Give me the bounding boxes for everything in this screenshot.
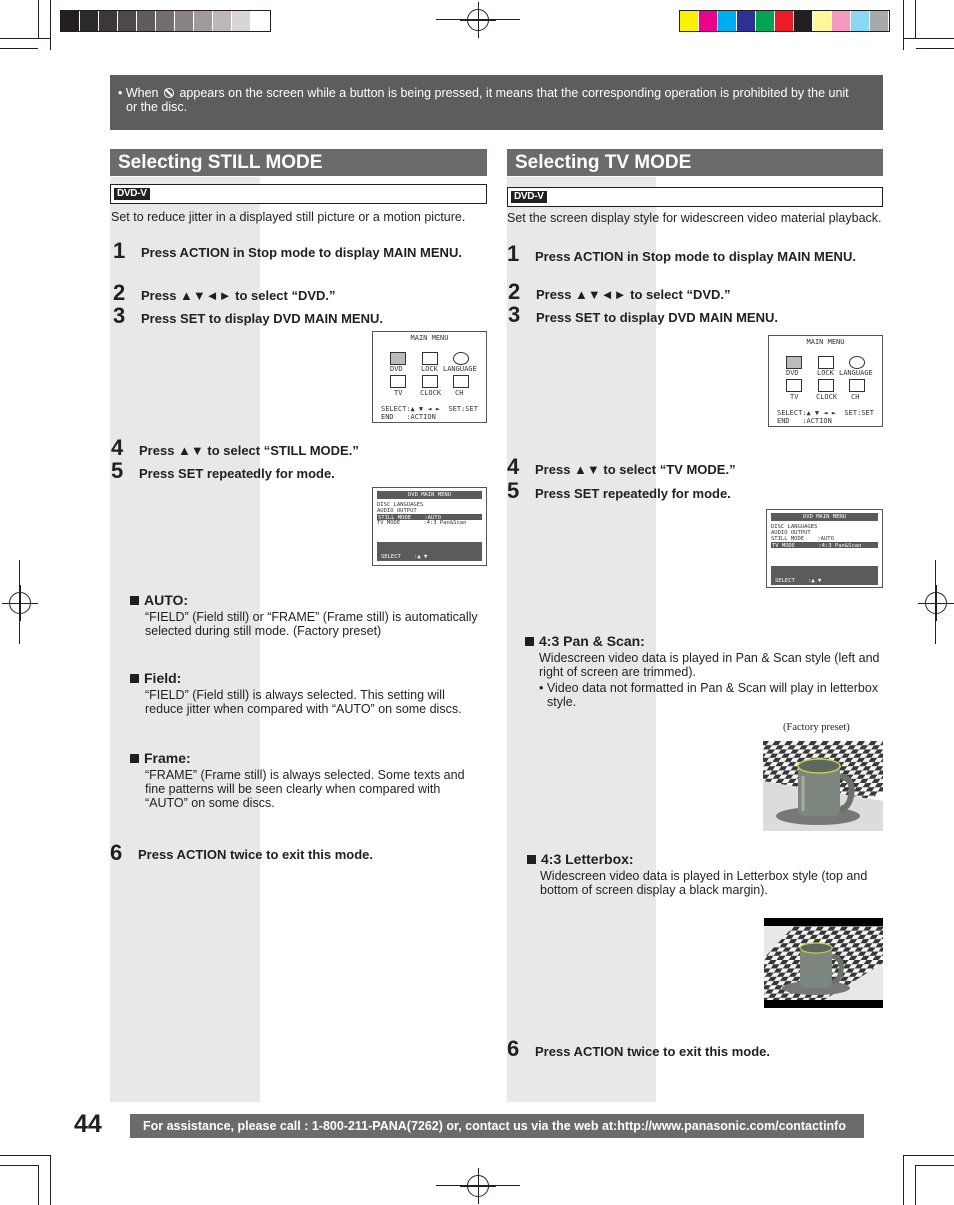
crop-mark bbox=[916, 1165, 954, 1166]
color-swatch bbox=[213, 11, 232, 31]
step-number: 1 bbox=[113, 238, 126, 263]
step-number: 6 bbox=[507, 1036, 520, 1061]
left-disc-type-box bbox=[110, 184, 487, 204]
step-text: Press ACTION in Stop mode to display MAIN MENU. bbox=[535, 249, 856, 264]
crop-mark bbox=[436, 19, 520, 20]
menu-footer: END :ACTION bbox=[381, 413, 436, 421]
crop-mark bbox=[904, 1155, 954, 1156]
main-menu-title: MAIN MENU bbox=[410, 334, 449, 342]
option-body: Widescreen video data is played in Pan & Scan style (left and right of screen are trimmed). bbox=[539, 651, 880, 679]
note-text: appears on the screen while a button is being pressed, it means that the corresponding operation is prohibited by the unit bbox=[179, 86, 849, 100]
menu-label: TV bbox=[394, 389, 403, 397]
option-body: “FIELD” (Field still) or “FRAME” (Frame still) is automatically selected during still mode. (Factory preset) bbox=[145, 610, 478, 638]
step-text: Press ▲▼◄► to select “DVD.” bbox=[141, 288, 336, 303]
step-text: Press ACTION twice to exit this mode. bbox=[138, 847, 374, 862]
option-body: “FRAME” (Frame still) is always selected. Some texts and fine patterns will be seen clearly when compared with “AUTO” on some discs. bbox=[145, 768, 465, 810]
crop-mark bbox=[50, 0, 51, 50]
dvd-v-badge: DVD-V bbox=[114, 188, 150, 200]
right-section-title: Selecting TV MODE bbox=[507, 149, 883, 176]
color-swatch bbox=[813, 11, 832, 31]
square-bullet-icon bbox=[130, 754, 139, 763]
step-text: Press SET to display DVD MAIN MENU. bbox=[536, 310, 778, 325]
menu-label: LANGUAGE bbox=[443, 365, 477, 373]
left-section-title: Selecting STILL MODE bbox=[110, 149, 487, 176]
menu-footer: END :ACTION bbox=[777, 417, 832, 425]
menu-label: CH bbox=[851, 393, 860, 401]
option-heading bbox=[525, 633, 645, 649]
registration-mark bbox=[9, 592, 31, 614]
step-number: 5 bbox=[507, 478, 520, 503]
square-bullet-icon bbox=[130, 674, 139, 683]
crop-mark bbox=[0, 1155, 50, 1156]
channel-icon bbox=[453, 375, 469, 388]
dvd-menu-title: DVD MAIN MENU bbox=[377, 491, 482, 499]
step-number: 4 bbox=[111, 435, 124, 460]
step-number: 3 bbox=[113, 303, 126, 328]
dvd-menu-footer-line: SET :SET bbox=[775, 596, 822, 602]
color-swatch bbox=[718, 11, 737, 31]
prohibited-icon bbox=[164, 88, 174, 98]
dvd-menu-row: STILL MODE :AUTO bbox=[771, 536, 834, 542]
dvd-menu-row-selected: TV MODE :4:3 Pan&Scan bbox=[771, 542, 878, 548]
step-text: Press ▲▼ to select “TV MODE.” bbox=[535, 462, 736, 477]
crop-mark bbox=[904, 38, 954, 39]
option-title: 4:3 Letterbox: bbox=[541, 851, 634, 867]
step-text: Press ACTION twice to exit this mode. bbox=[535, 1044, 771, 1059]
dvd-main-menu-screen bbox=[372, 487, 487, 596]
color-swatch bbox=[99, 11, 118, 31]
dvd-menu-footer bbox=[771, 566, 878, 620]
step-text: Press SET repeatedly for mode. bbox=[139, 466, 335, 481]
step-number: 3 bbox=[508, 302, 521, 327]
color-swatch bbox=[699, 11, 718, 31]
step-number: 5 bbox=[111, 458, 124, 483]
language-icon bbox=[849, 356, 865, 369]
menu-label: DVD bbox=[786, 369, 799, 377]
assistance-bar: For assistance, please call : 1-800-211-PANA(7262) or, contact us via the web at:http://www.panasonic.com/contactinfo bbox=[130, 1114, 864, 1138]
step-text: Press ACTION in Stop mode to display MAIN MENU. bbox=[141, 245, 462, 260]
step-number: 4 bbox=[507, 454, 520, 479]
crop-mark bbox=[0, 38, 50, 39]
menu-footer: SELECT:▲ ▼ ◄ ► SET:SET bbox=[381, 405, 478, 413]
dvd-main-menu-screen bbox=[766, 509, 883, 620]
option-title: Frame: bbox=[144, 750, 191, 766]
crop-mark bbox=[38, 0, 39, 38]
color-bar bbox=[679, 10, 890, 32]
menu-label: CH bbox=[455, 389, 464, 397]
page-number: 44 bbox=[74, 1110, 102, 1138]
dvd-menu-row: DISC LANGUAGES bbox=[377, 502, 424, 508]
menu-label: CLOCK bbox=[420, 389, 442, 397]
color-swatch bbox=[80, 11, 99, 31]
menu-label: TV bbox=[790, 393, 799, 401]
menu-label: LANGUAGE bbox=[839, 369, 873, 377]
prohibited-note bbox=[110, 75, 883, 130]
menu-label: LOCK bbox=[817, 369, 834, 377]
dvd-v-badge: DVD-V bbox=[511, 191, 547, 203]
option-heading bbox=[527, 851, 634, 867]
menu-label: LOCK bbox=[421, 365, 438, 373]
crop-mark bbox=[915, 1165, 916, 1205]
crop-mark bbox=[915, 0, 916, 38]
square-bullet-icon bbox=[527, 855, 536, 864]
color-swatch bbox=[870, 11, 889, 31]
lock-icon bbox=[422, 352, 438, 365]
dvd-menu-footer-line: SELECT :▲ ▼ bbox=[775, 578, 822, 584]
crop-mark bbox=[50, 1155, 51, 1205]
option-heading bbox=[130, 670, 181, 686]
color-swatch bbox=[737, 11, 756, 31]
dvd-menu-row: TV MODE :4:3 Pan&Scan bbox=[377, 520, 467, 526]
gray-color-bar bbox=[60, 10, 271, 32]
dvd-menu-row: AUDIO OUTPUT bbox=[377, 508, 417, 514]
crop-mark bbox=[19, 560, 20, 644]
factory-preset-label: (Factory preset) bbox=[783, 722, 850, 733]
color-swatch bbox=[756, 11, 775, 31]
tv-icon bbox=[786, 379, 802, 392]
option-heading bbox=[130, 592, 188, 608]
step-number: 1 bbox=[507, 241, 520, 266]
clock-icon bbox=[422, 375, 438, 388]
square-bullet-icon bbox=[525, 637, 534, 646]
tv-icon bbox=[390, 375, 406, 388]
dvd-menu-row: DISC LANGUAGES bbox=[771, 524, 818, 530]
main-menu-screen bbox=[768, 335, 883, 427]
dvd-icon bbox=[390, 352, 406, 365]
dvd-menu-row: AUDIO OUTPUT bbox=[771, 530, 811, 536]
crop-mark bbox=[903, 1155, 904, 1205]
step-text: Press ▲▼◄► to select “DVD.” bbox=[536, 287, 731, 302]
color-swatch bbox=[232, 11, 251, 31]
color-swatch bbox=[680, 11, 699, 31]
color-swatch bbox=[137, 11, 156, 31]
option-heading bbox=[130, 750, 191, 766]
menu-footer: SELECT:▲ ▼ ◄ ► SET:SET bbox=[777, 409, 874, 417]
crop-mark bbox=[916, 48, 954, 49]
note-text-start: • When bbox=[118, 86, 159, 100]
step-number: 2 bbox=[113, 280, 126, 305]
color-swatch bbox=[794, 11, 813, 31]
dvd-menu-footer-line: SET :SET bbox=[381, 572, 428, 578]
dvd-menu-footer-line: END :ACTION bbox=[381, 590, 438, 596]
mug-illustration bbox=[764, 918, 883, 1008]
step-text: Press SET repeatedly for mode. bbox=[535, 486, 731, 501]
right-intro: Set the screen display style for widescreen video material playback. bbox=[507, 211, 882, 225]
dvd-icon bbox=[786, 356, 802, 369]
step-text: Press ▲▼ to select “STILL MODE.” bbox=[139, 443, 359, 458]
mug-illustration bbox=[763, 741, 883, 831]
dvd-menu-title: DVD MAIN MENU bbox=[771, 513, 878, 521]
crop-mark bbox=[38, 1165, 39, 1205]
option-title: 4:3 Pan & Scan: bbox=[539, 633, 645, 649]
menu-label: DVD bbox=[390, 365, 403, 373]
note-text-line2: or the disc. bbox=[126, 100, 188, 114]
crop-mark bbox=[436, 1185, 520, 1186]
crop-mark bbox=[903, 0, 904, 50]
crop-mark bbox=[935, 560, 936, 644]
left-intro: Set to reduce jitter in a displayed still picture or a motion picture. bbox=[111, 210, 466, 224]
letterbox-mug-image bbox=[764, 918, 883, 1008]
crop-mark bbox=[0, 1165, 38, 1166]
color-swatch bbox=[775, 11, 794, 31]
color-swatch bbox=[61, 11, 80, 31]
clock-icon bbox=[818, 379, 834, 392]
step-number: 6 bbox=[110, 840, 123, 865]
square-bullet-icon bbox=[130, 596, 139, 605]
option-title: Field: bbox=[144, 670, 182, 686]
color-swatch bbox=[194, 11, 213, 31]
dvd-menu-footer-line: SELECT :▲ ▼ bbox=[381, 554, 428, 560]
channel-icon bbox=[849, 379, 865, 392]
color-swatch bbox=[851, 11, 870, 31]
option-title: AUTO: bbox=[144, 592, 189, 608]
registration-mark bbox=[467, 9, 489, 31]
main-menu-title: MAIN MENU bbox=[806, 338, 845, 346]
color-swatch bbox=[118, 11, 137, 31]
step-number: 2 bbox=[508, 279, 521, 304]
language-icon bbox=[453, 352, 469, 365]
color-swatch bbox=[251, 11, 270, 31]
color-swatch bbox=[832, 11, 851, 31]
dvd-menu-row-selected: STILL MODE :AUTO bbox=[377, 514, 482, 520]
registration-mark bbox=[925, 592, 947, 614]
option-bullet: • Video data not formatted in Pan & Scan will play in letterbox style. bbox=[539, 681, 879, 709]
main-menu-screen bbox=[372, 331, 487, 423]
menu-label: CLOCK bbox=[816, 393, 838, 401]
dvd-menu-footer bbox=[377, 542, 482, 596]
step-text: Press SET to display DVD MAIN MENU. bbox=[141, 311, 383, 326]
option-body: Widescreen video data is played in Letterbox style (top and bottom of screen display a black margin). bbox=[540, 869, 868, 897]
registration-mark bbox=[467, 1175, 489, 1197]
crop-mark bbox=[0, 48, 38, 49]
right-disc-type-box bbox=[507, 187, 883, 207]
lock-icon bbox=[818, 356, 834, 369]
dvd-menu-footer-line: END :ACTION bbox=[775, 614, 832, 620]
color-swatch bbox=[156, 11, 175, 31]
pan-scan-mug-image bbox=[763, 741, 883, 831]
option-body: “FIELD” (Field still) is always selected. This setting will reduce jitter when compared with “AUTO” on some discs. bbox=[145, 688, 462, 716]
color-swatch bbox=[175, 11, 194, 31]
